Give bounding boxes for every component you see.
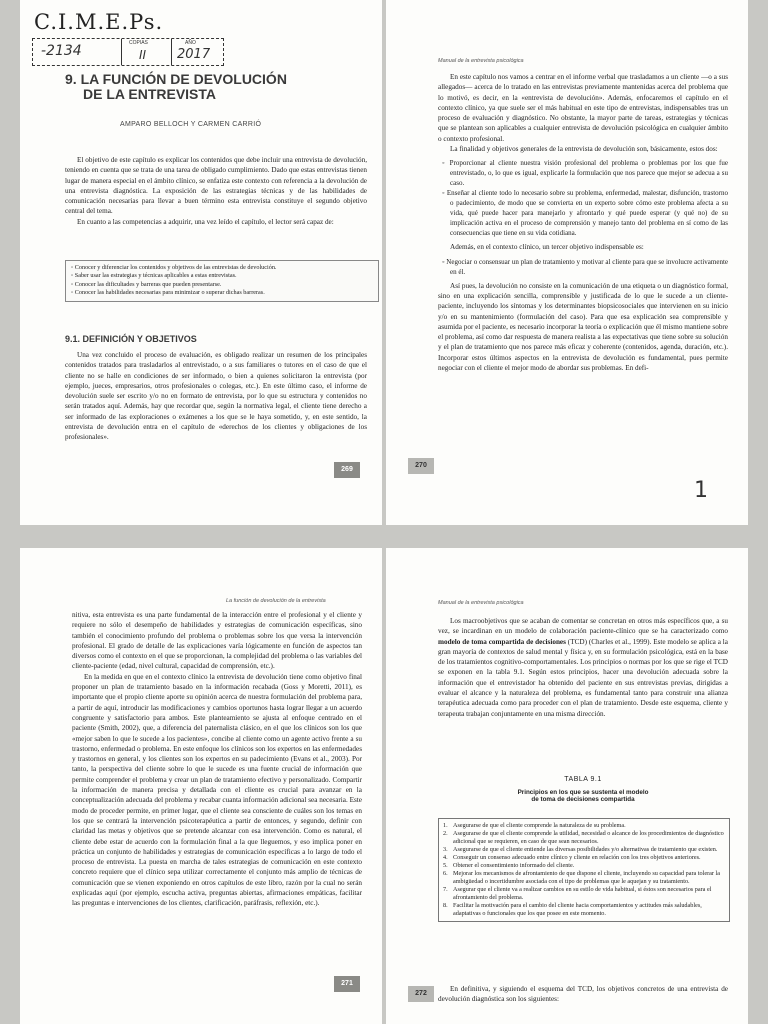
intro-text: El objetivo de este capítulo es explicar los contenidos que debe incluir una entrevista de devolución, teniendo en cuenta que se trata de una tarea de obligado cumplimiento. Dado que estas entrevistas tienen lugar de manera especial en el ámbito clínico, se enfatiza este contexto con referencia a la devolución de una entrevista diagnóstica. La exposición de las estrategias técnicas y de las habilidades de comunicación necesarias para llevar a buen término esta entrevista constituye el segundo objetivo central del tema. En cuanto a las competencias a adquirir, una vez leído el capítulo, el lector será capaz de: xyxy=(65,156,367,226)
objective-item: ◦ Conocer las dificultades y barreras que pueden presentarse. xyxy=(71,280,222,288)
page-270 xyxy=(386,0,748,525)
objective-item: ◦ Saber usar las estrategias y técnicas aplicables a estas entrevistas. xyxy=(71,272,237,280)
page-272-text: Los macroobjetivos que se acaban de comentar se concretan en otros más específicos que, a su vez, se incardinan en un modelo de colaboración paciente-clínico que se ha caracterizado como modelo de toma compartida de decisiones (TCD) (Charles et al., 1999). Este modelo se aplica a la gran mayoría de contextos de salud mental y física y, en su formulación psicológica, está en la base de los tratamientos cognitivo-comportamentales. Los principios o normas por los que se rige el TCD se exponen en la tabla 9.1. Según estos principios, hacer una devolución adecuada sobre la información que el entrevistador ha obtenido del paciente en sus entrevistas previas, dirigidas a evaluar el alcance y la naturaleza del problema, es fundamental tanto para construir una alianza terapéutica adecuada como para proceder con el plan de tratamiento. Desde este esquema, cliente y terapeuta trabajan conjuntamente en una misma dirección. xyxy=(438,617,728,718)
table-row: 8. Facilitar la motivación para el cambio del cliente hacia comportamientos y actitudes más saludables, adaptativas o funcionales que los que posee en este momento. xyxy=(443,902,702,917)
stamp-copias-label: COPIAS xyxy=(129,40,148,46)
table-row: 4. Conseguir un consenso adecuado entre clínico y cliente en relación con los tres objetivos anteriores. xyxy=(443,854,701,861)
table-row: 3. Asegurarse de que el cliente entiende las diversas posibilidades y/o alternativas de tratamiento que existen. xyxy=(443,846,718,853)
chapter-authors: AMPARO BELLOCH Y CARMEN CARRIÓ xyxy=(120,121,262,128)
library-stamp xyxy=(32,38,224,66)
stamp-ano-label: AÑO xyxy=(185,40,196,46)
stamp-number: -2134 xyxy=(41,43,82,59)
table-row: 1. Asegurarse de que el cliente comprende la naturaleza de su problema. xyxy=(443,822,626,829)
page-271-text: nitiva, esta entrevista es una parte fundamental de la interacción entre el profesional y el cliente y requiere no sólo el desempeño de habilidades y estrategias de comunicación específicas, sino también el conocimiento profundo del problema o problemas sobre los que versa la intervención profesional. El grado de detalle de las explicaciones varía lógicamente en función de aspectos tan diversos como el contexto en el que se proporcionan, la complejidad del problema o las variables del cliente-paciente (edad, nivel cultural, capacidad de comprensión, etc.). En la medida en que en el contexto clínico la entrevista de devolución tiene como objetivo final proponer un plan de tratamiento basado en la información recabada (Goss y Moretti, 2011), es importante que el propio cliente aporte su opinión acerca de nuestra formulación del problema para, a partir de aquí, introducir las modificaciones y cambios oportunos hasta lograr llegar a un acuerdo congruente y satisfactorio para ambos. Este planteamiento se ajusta al enfoque centrado en el paciente (Smith, 2002), que, a diferencia del paternalista clásico, en el que los clínicos son los que «mejor saben lo que le sucede a los pacientes», concibe al cliente como un agente activo frente a su trastorno, enfermedad o problema. En este enfoque los clínicos son los expertos en las enfermedades y trastornos en general, y los clientes son los expertos en su padecimiento (Evans et al., 2003). Por tanto, la perspectiva del cliente sobre lo que le sucede es una fuente crucial de información que permite comprender el problema y crear un plan de tratamiento efectivo y personalizado. Compartir la información de manera precisa y detallada con el cliente es crucial para avanzar en la conceptualización adecuada del problema y recabar cuanta información adicional sea necesaria. Este modo de proceder permite, en primer lugar, que el cliente sea consciente de cuáles son los temas en los que se centrará la intervención psicoterapéutica a partir de entonces, y segundo, definir con claridad las metas y objetivos que se pretende alcanzar con esa intervención. Como es natural, el cliente debe estar de acuerdo con la formulación final a la que lleguemos, y eso implica poner en práctica un conjunto de habilidades y estrategias de comunicación específicas a lo largo de todo el proceso de entrevista. La puesta en marcha de tales estrategias de comunicación en este contexto concreto requiere que el clínico sepa utilizar correctamente el conjunto más amplio de técnicas de comunicación que se vienen exponiendo en otros capítulos de este libro, razón por la cual no serán explicadas aquí (por ejemplo, escucha activa, preguntas abiertas, afirmaciones empáticas, facilitar las preguntas e intervenciones de los clientes, clarificación, paráfrasis, reflexión, etc.). xyxy=(72,611,363,908)
section-text: Una vez concluido el proceso de evaluación, es obligado realizar un resumen de los principales contenidos tratados para trasladarlos al entrevistado, o a sus familiares o tutores en el caso de que el cliente no se halle en condiciones de ser informado, o bien a quienes solicitaron la entrevista (por ejemplo, jueces, empresarios, otros profesionales o colegas, etc.). En este último caso, el informe de devolución suele ser escrito y/o no en formato de entrevista, por lo que su estructura y contenidos no serán tratados aquí. Además, hay que recordar que, según la normativa legal, el cliente tiene derecho a ser informado de las exploraciones o exámenes a los que se le haya sometido, y, en este sentido, la entrevista de devolución entra en el capítulo de «derechos de los clientes y obligaciones de los profesionales». xyxy=(65,351,367,442)
page-number: 269 xyxy=(334,462,360,478)
section-title: 9.1. DEFINICIÓN Y OBJETIVOS xyxy=(65,334,197,344)
handwritten-mark: 1 xyxy=(694,478,708,503)
page-number: 271 xyxy=(334,976,360,992)
page-272 xyxy=(386,548,748,1024)
page-number: 270 xyxy=(408,458,434,474)
stamp-ano-value: 2017 xyxy=(177,47,211,62)
table-row: 7. Asegurar que el cliente va a realizar cambios en su estilo de vida habitual, si éstos son necesarios para el afrontamiento del problema. xyxy=(443,886,712,901)
page-271 xyxy=(20,548,382,1024)
table-9-1 xyxy=(438,818,730,922)
table-row: 6. Mejorar los mecanismos de afrontamiento de que dispone el cliente, incluyendo su capacidad para tolerar la ambigüedad o incertidumbre asociada con el tipo de problemas que le aquejan y su tratamiento. xyxy=(443,870,720,885)
objective-bullet: ◦ Enseñar al cliente todo lo necesario sobre su problema, enfermedad, malestar, disfunción, trastorno o padecimiento, de modo que se convierta en un experto sobre cómo este problema afecta a su vida, qué puede hacer para manejarlo y afrontarlo y qué puede esperar (y qué no) de su implicación activa en el proceso de comprensión y manejo tanto del problema en sí como de las consecuencias que tiene en su vida cotidiana. xyxy=(442,189,728,238)
table-row: 2. Asegurarse de que el cliente comprende la utilidad, necesidad o alcance de los procedimientos de diagnóstico adicional que se requieren, en caso de que sean necesarios. xyxy=(443,830,724,845)
objective-item: ◦ Conocer y diferenciar los contenidos y objetivos de las entrevistas de devolución. xyxy=(71,264,277,271)
running-head: Manual de la entrevista psicológica xyxy=(438,600,524,606)
closing-text: En definitiva, y siguiendo el esquema del TCD, los objetivos concretos de una entrevista de devolución diagnóstica son los siguientes: xyxy=(438,985,728,1004)
objective-bullet: ◦ Negociar o consensuar un plan de tratamiento y motivar al cliente para que se involucre activamente en él. xyxy=(442,257,728,276)
page-number: 272 xyxy=(408,986,434,1002)
page-270-text: En este capítulo nos vamos a centrar en el informe verbal que trasladamos a un cliente —o a sus allegados— acerca de lo tratado en las entrevistas previamente mantenidas acerca del problema que lo motivó, es decir, en la «entrevista de devolución». Además, enfocaremos el capítulo en el contexto clínico, ya que suele ser el más habitual en este tipo de entrevistas, indispensables tras un proceso de evaluación y diagnóstico. No obstante, la mayor parte de tareas, estrategias y técnicas que se plantean son aplicables a cualquier entrevista de devolución psicológica en cualquier ámbito o contexto profesional. La finalidad y objetivos generales de la entrevista de devolución son, básicamente, estos dos: ◦ Proporcionar al cliente nuestra visión profesional del problema o problemas por los que fue entrevistado, o, lo que es igual, explicarle la formulación que nos parece que mejor se adecua a su caso. ◦ Enseñar al cliente todo lo necesario sobre su problema, enfermedad, malestar, disfunción, trastorno o padecimiento, de modo que se convierta en un experto sobre cómo este problema afecta a su vida, qué puede hacer para manejarlo y afrontarlo y qué puede esperar (y qué no) de su implicación activa en el proceso de comprensión y manejo tanto del problema en sí como de las consecuencias que tiene en su vida cotidiana. Además, en el contexto clínico, un tercer objetivo indispensable es: ◦ Negociar o consensuar un plan de tratamiento y motivar al cliente para que se involucre activamente en él. Así pues, la devolución no consiste en la comunicación de una etiqueta o un diagnóstico formal, sino en una explicación sencilla, comprensible y justificada de lo que le sucede a un cliente-paciente, incluyendo los síntomas y los determinantes biopsicosociales que intervienen en su inicio y/o en su mantenimiento (formulación del caso). Para que esa explicación sea comprensible y asumida por el paciente, es necesario incorporar la teoría o explicación que él mismo mantiene sobre el problema, así como dar respuesta de manera realista a las expectativas que tiene sobre su solución y el plan de tratamiento que nos parece más eficaz y coherente (contenidos, agenda, duración, etc.). Incorporar estos últimos aspectos en la entrevista de devolución es fundamental, pues permite negociar con el cliente el mejor modo de abordar sus problemas. En defi- xyxy=(438,73,728,373)
objective-item: ◦ Conocer las habilidades necesarias para minimizar o superar dichas barreras. xyxy=(71,289,265,297)
table-caption: TABLA 9.1 Principios en los que se sustenta el modelo de toma de decisiones compartida xyxy=(517,776,649,803)
table-row: 5. Obtener el consentimiento informado del cliente. xyxy=(443,862,575,869)
page-269 xyxy=(20,0,382,525)
running-head: Manual de la entrevista psicológica xyxy=(438,58,524,64)
running-head: La función de devolución de la entrevista xyxy=(226,598,326,604)
chapter-title: 9. LA FUNCIÓN DE DEVOLUCIÓN DE LA ENTREVISTA xyxy=(65,71,287,102)
stamp-title: C.I.M.E.Ps. xyxy=(34,10,164,34)
stamp-copias-value: II xyxy=(139,48,147,62)
objectives-box xyxy=(65,260,379,302)
objective-bullet: ◦ Proporcionar al cliente nuestra visión profesional del problema o problemas por los que fue entrevistado, o, lo que es igual, explicarle la formulación que nos parece que mejor se adecua a su caso. xyxy=(442,159,728,188)
